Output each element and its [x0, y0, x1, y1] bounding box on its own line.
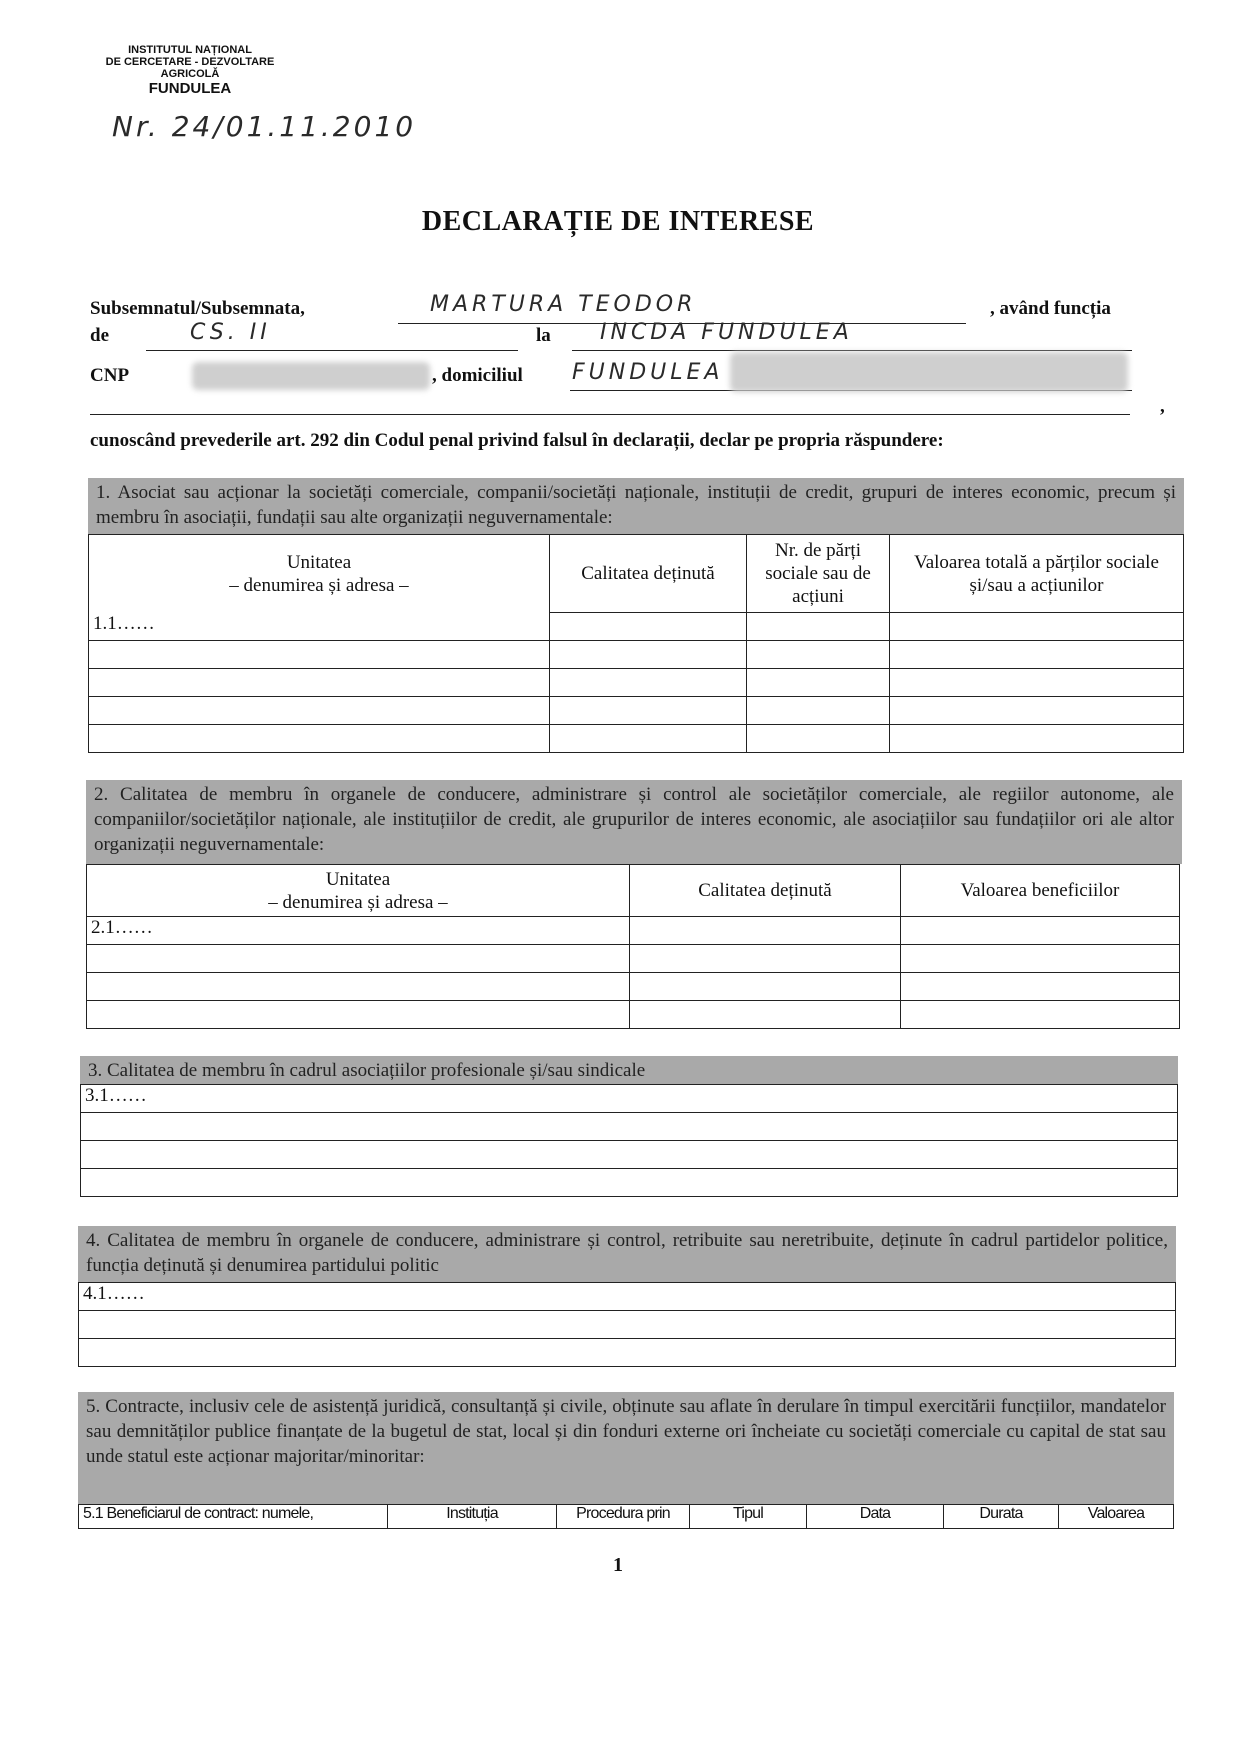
address-continuation-line — [90, 414, 1130, 415]
s1-col-value: Valoarea totală a părților sociale și/sau a acțiunilor — [890, 535, 1184, 613]
section-5-table — [78, 1504, 1174, 1529]
cnp-redaction — [192, 362, 430, 390]
stamp-line-2: DE CERCETARE - DEZVOLTARE — [105, 56, 275, 68]
page-title: DECLARAȚIE DE INTERESE — [421, 206, 815, 237]
section-2-heading: 2. Calitatea de membru în organele de conducere, administrare și control ale societăților comerciale, ale regiilor autonome, ale companiilor/societăților naționale, ale instituțiilor de credit, ale grupurilor de interes economic, ale asociațiilor sau fundațiilor ori ale altor organizații neguvernamentale: — [86, 780, 1182, 864]
institution-stamp — [80, 44, 300, 97]
s1-col-shares: Nr. de părți sociale sau de acțiuni — [747, 535, 890, 613]
s5-col-institution: Instituția — [388, 1505, 557, 1529]
label-la: la — [536, 325, 551, 346]
s5-col-date: Data — [807, 1505, 944, 1529]
stamp-line-3: AGRICOLĂ — [160, 68, 220, 80]
section-3-heading: 3. Calitatea de membru în cadrul asociațiilor profesionale și/sau sindicale — [80, 1056, 1178, 1084]
registration-number: Nr. 24/01.11.2010 — [112, 110, 417, 143]
s2-col-benefits: Valoarea beneficiilor — [901, 865, 1180, 917]
label-cnp: CNP — [90, 365, 130, 386]
legal-statement: cunoscând prevederile art. 292 din Codul penal privind falsul în declarații, declar pe propria răspundere: — [90, 430, 944, 451]
section-1-table — [88, 534, 1184, 753]
section-5-heading: 5. Contracte, inclusiv cele de asistență juridică, consultanță și civile, obținute sau aflate în derulare în timpul exercitării funcțiilor, mandatelor sau demnităților publice finanțate de la bugetul de stat, local și din fonduri externe ori încheiate cu societăți comerciale cu capital de stat sau unde statul este acționar majoritar/minoritar: — [78, 1392, 1174, 1504]
s5-col-duration: Durata — [944, 1505, 1059, 1529]
s2-col-unit — [87, 865, 630, 917]
section-1-heading: 1. Asociat sau acționar la societăți comerciale, companii/societăți naționale, instituții de credit, grupuri de interes economic, precum și membru în asociații, fundații sau alte organizații neguvernamentale: — [88, 478, 1184, 534]
stamp-line-1: INSTITUTUL NAȚIONAL — [128, 44, 252, 56]
s2-col-unit-line2: – denumirea și adresa – — [268, 891, 448, 913]
s4-row-label: 4.1…… — [79, 1283, 1176, 1311]
address-comma: , — [1160, 396, 1165, 417]
function-underline — [146, 350, 518, 351]
s5-col-value: Valoarea — [1059, 1505, 1174, 1529]
s1-col-unit-line2: – denumirea și adresa – — [229, 574, 409, 596]
label-subsemnatul: Subsemnatul/Subsemnata, — [90, 298, 305, 319]
s1-col-unit — [89, 535, 550, 613]
s1-row-label: 1.1…… — [89, 613, 550, 641]
section-2-table — [86, 864, 1180, 1029]
name-value: MARTURA TEODOR — [430, 292, 697, 317]
label-domiciliul: , domiciliul — [432, 365, 523, 386]
section-3-table — [80, 1084, 1178, 1197]
label-de: de — [90, 325, 109, 346]
s1-col-unit-line1: Unitatea — [286, 551, 352, 573]
stamp-line-4: FUNDULEA — [148, 80, 232, 97]
s5-col-type: Tipul — [690, 1505, 807, 1529]
label-avand-functia: , având funcția — [990, 298, 1111, 319]
domicile-redaction — [730, 352, 1128, 392]
s5-col-beneficiary: 5.1 Beneficiarul de contract: numele, — [79, 1505, 388, 1529]
page-number: 1 — [613, 1554, 623, 1576]
domicile-value: FUNDULEA — [572, 360, 724, 385]
function-value: CS. II — [190, 320, 271, 345]
section-4-heading: 4. Calitatea de membru în organele de conducere, administrare și control, retribuite sau neretribuite, deținute în cadrul partidelor politice, funcția deținută și denumirea partidului politic — [78, 1226, 1176, 1282]
s5-col-procedure: Procedura prin — [557, 1505, 690, 1529]
s1-col-quality: Calitatea deținută — [550, 535, 747, 613]
workplace-value: INCDA FUNDULEA — [600, 320, 853, 345]
workplace-underline — [572, 350, 1132, 351]
s2-col-unit-line1: Unitatea — [325, 868, 391, 890]
s2-col-quality: Calitatea deținută — [630, 865, 901, 917]
s3-row-label: 3.1…… — [81, 1085, 1178, 1113]
s2-row-label: 2.1…… — [87, 917, 630, 945]
section-4-table — [78, 1282, 1176, 1367]
